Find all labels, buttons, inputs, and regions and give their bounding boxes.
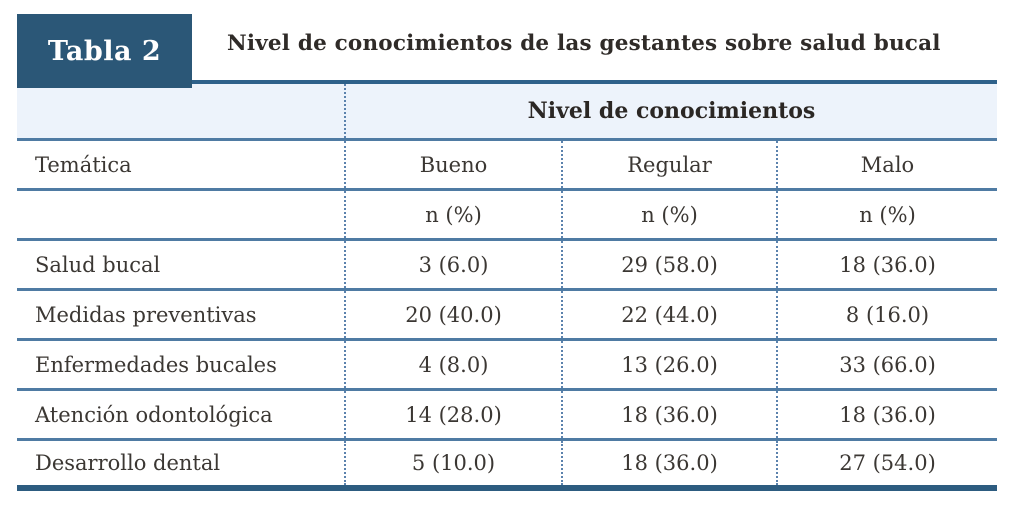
- unit-header-spacer: [17, 191, 344, 238]
- unit-header-row: [17, 191, 997, 241]
- table-number-tab: [17, 14, 192, 88]
- group-header-row: [17, 84, 997, 141]
- unit-header-bueno: n (%): [344, 191, 561, 238]
- cell-regular: 22 (44.0): [561, 291, 776, 338]
- group-header-spacer: [17, 84, 344, 138]
- table-row: [17, 341, 997, 391]
- cell-tematica: Medidas preventivas: [35, 302, 257, 327]
- unit-header-malo: n (%): [776, 191, 997, 238]
- table-row: [17, 441, 997, 491]
- table-title: Nivel de conocimientos de las gestantes sobre salud bucal: [227, 30, 941, 56]
- cell-tematica: Salud bucal: [35, 252, 161, 277]
- cell-regular: 18 (36.0): [561, 441, 776, 485]
- cell-tematica: Desarrollo dental: [35, 451, 221, 475]
- cell-bueno: 4 (8.0): [344, 341, 561, 388]
- group-header: Nivel de conocimientos: [344, 84, 997, 138]
- cell-malo: 18 (36.0): [776, 391, 997, 438]
- cell-malo: 27 (54.0): [776, 441, 997, 485]
- cell-malo: 18 (36.0): [776, 241, 997, 288]
- cell-malo: 33 (66.0): [776, 341, 997, 388]
- table-row: [17, 241, 997, 291]
- cell-bueno: 20 (40.0): [344, 291, 561, 338]
- column-header-bueno: Bueno: [344, 141, 561, 188]
- cell-bueno: 5 (10.0): [344, 441, 561, 485]
- column-header-malo: Malo: [776, 141, 997, 188]
- unit-header-regular: n (%): [561, 191, 776, 238]
- cell-bueno: 3 (6.0): [344, 241, 561, 288]
- cell-bueno: 14 (28.0): [344, 391, 561, 438]
- table-number-label: Tabla 2: [47, 35, 162, 67]
- cell-regular: 29 (58.0): [561, 241, 776, 288]
- cell-tematica: Atención odontológica: [35, 402, 273, 427]
- table-row: [17, 391, 997, 441]
- column-header-row: [17, 141, 997, 191]
- data-table: [17, 80, 997, 491]
- cell-tematica: Enfermedades bucales: [35, 352, 277, 377]
- column-header-tematica: Temática: [35, 152, 132, 177]
- cell-regular: 18 (36.0): [561, 391, 776, 438]
- cell-regular: 13 (26.0): [561, 341, 776, 388]
- cell-malo: 8 (16.0): [776, 291, 997, 338]
- table-row: [17, 291, 997, 341]
- column-header-regular: Regular: [561, 141, 776, 188]
